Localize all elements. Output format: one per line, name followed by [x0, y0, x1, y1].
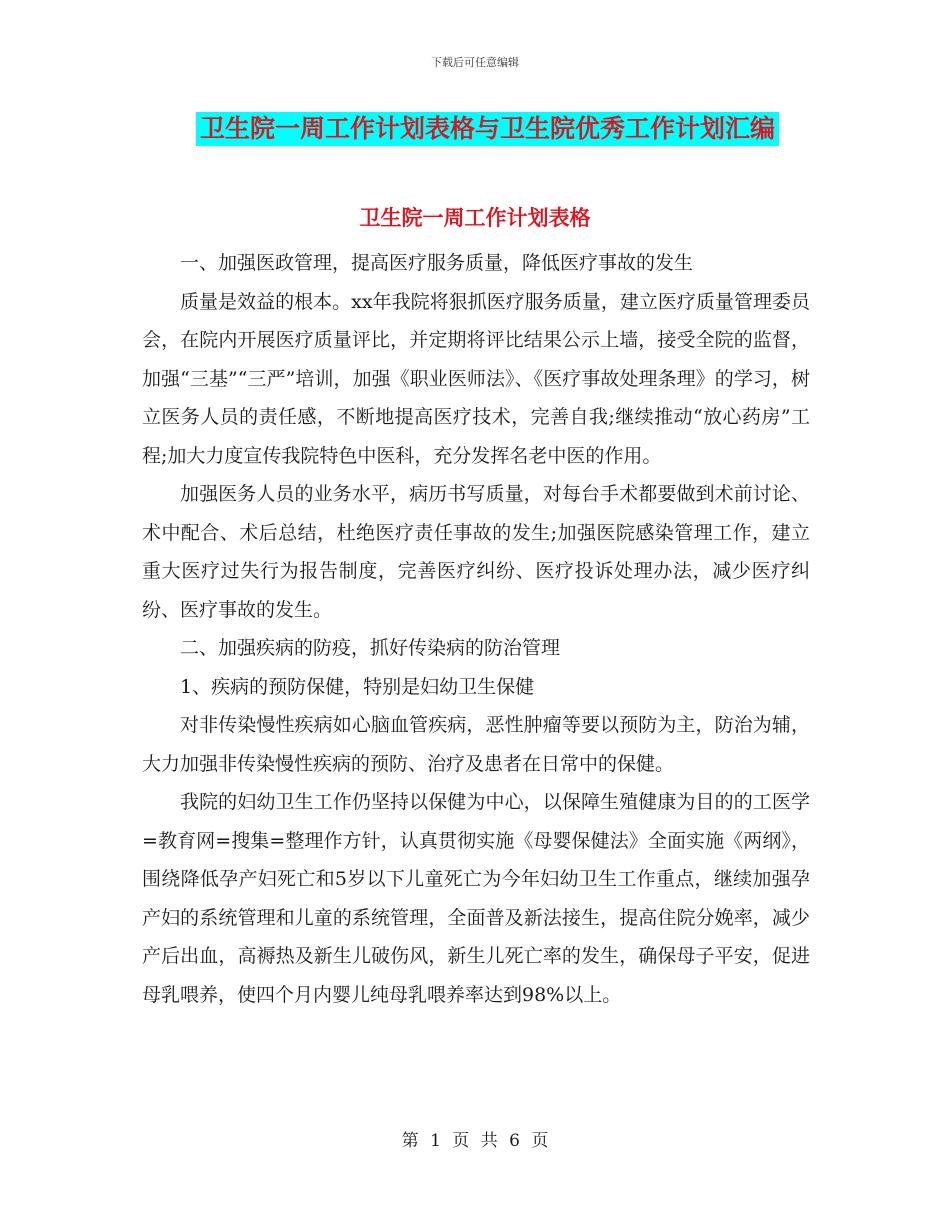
section-title: 卫生院一周工作计划表格	[359, 206, 591, 230]
document-body	[142, 244, 810, 1014]
paragraph-heading-2: 二、加强疾病的防疫，抓好传染病的防治管理	[180, 637, 561, 659]
page-header-note: 下载后可任意编辑	[431, 56, 519, 69]
document-main-title: 卫生院一周工作计划表格与卫生院优秀工作计划汇编	[196, 112, 779, 146]
page-number: 第 1 页 共 6 页	[401, 1131, 549, 1151]
paragraph: 对非传染慢性疾病如心脑血管疾病，恶性肿瘤等要以预防为主，防治为辅，大力加强非传染慢性疾病的预防、治疗及患者在日常中的保健。	[142, 714, 810, 775]
paragraph: 加强医务人员的业务水平，病历书写质量，对每台手术都要做到术前讨论、术中配合、术后总结，杜绝医疗责任事故的发生;加强医院感染管理工作，建立重大医疗过失行为报告制度，完善医疗纠纷、医疗投诉处理办法，减少医疗纠纷、医疗事故的发生。	[142, 483, 810, 621]
paragraph-heading-1: 一、加强医政管理，提高医疗服务质量，降低医疗事故的发生	[180, 252, 694, 274]
paragraph: 我院的妇幼卫生工作仍坚持以保健为中心，以保障生殖健康为目的的工医学=教育网=搜集=整理作方针，认真贯彻实施《母婴保健法》全面实施《两纲》，围绕降低孕产妇死亡和5岁以下儿童死亡为今年妇幼卫生工作重点，继续加强孕产妇的系统管理和儿童的系统管理，全面普及新法接生，提高住院分娩率，减少产后出血，高褥热及新生儿破伤风，新生儿死亡率的发生，确保母子平安，促进母乳喂养，使四个月内婴儿纯母乳喂养率达到98%以上。	[142, 791, 810, 1006]
paragraph: 质量是效益的根本。xx年我院将狠抓医疗服务质量，建立医疗质量管理委员会，在院内开展医疗质量评比，并定期将评比结果公示上墙，接受全院的监督，加强“三基”“三严”培训，加强《职业医师法》、《医疗事故处理条理》的学习，树立医务人员的责任感，不断地提高医疗技术，完善自我;继续推动“放心药房”工程;加大力度宣传我院特色中医科，充分发挥名老中医的作用。	[142, 290, 810, 467]
paragraph-subheading: 1、疾病的预防保健，特别是妇幼卫生保健	[180, 675, 535, 698]
